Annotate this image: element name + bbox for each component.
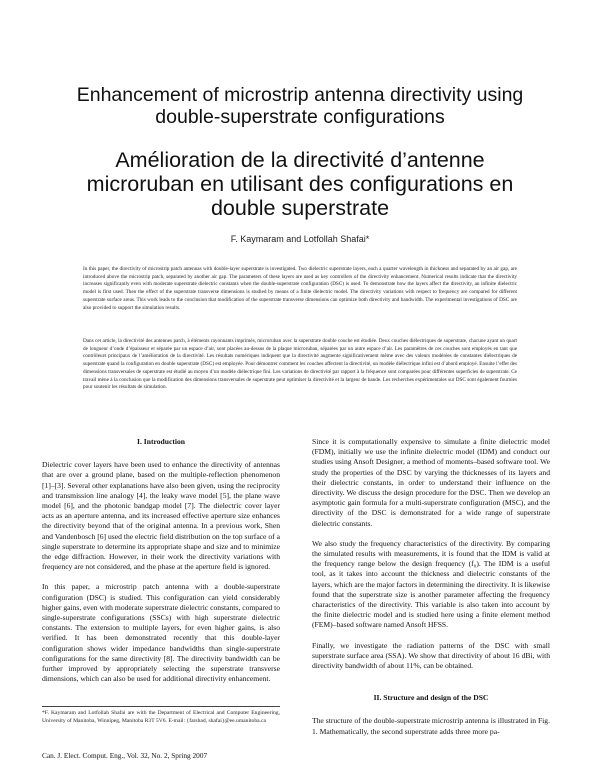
paragraph: Dielectric cover layers have been used to enhance the directivity of antennas that are over a ground plane, based on the multiple-reflection phenomenon [1]–[3]. Several other explanations have also been given, using the reciprocity and transmission line analogy [4], the leaky wave model [5], the plane wave model [6], and the photonic bandgap model [7]. The dielectric cover layer acts as an aperture antenna, and its increased effective aperture size enhances the directivity beyond that of the original antenna. In a previous work, Shen and Vandenbosch [6] used the electric field distribution on the top surface of a single superstrate to determine its appropriate shape and size and to minimize the edge diffraction. However, in their work the directivity variations with frequency are not considered, and the phase at the aperture field is ignored.: [42, 460, 280, 572]
footnote-text: *F. Kaymaram and Lotfollah Shafai are with the Department of Electrical and Computer Engineering, University of Manitoba, Winnipeg, Manitoba R3T 5V6. E-mail: {farshad, shafai}@ee.umanitoba.ca: [42, 710, 280, 724]
title-english: Enhancement of microstrip antenna directivity using double-superstrate configurations: [76, 84, 524, 128]
paragraph: Since it is computationally expensive to simulate a finite dielectric model (FDM), initially we use the infinite dielectric model (IDM) and conduct our studies using Ansoft Designer, a method of moments–based software tool. We study the properties of the DSC by varying the thicknesses of its layers and their dielectric constants, in order to understand their influence on the directivity. We discuss the design procedure for the DSC. Then we develop an asymptotic gain formula for a multi-superstrate configuration (MSC), and the directivity of the DSC is demonstrated for a wide range of superstrate dielectric constants.: [312, 437, 550, 528]
authors: F. Kaymaram and Lotfollah Shafai*: [230, 234, 370, 244]
journal-citation: Can. J. Elect. Comput. Eng., Vol. 32, No. 2, Spring 2007: [42, 751, 208, 760]
paragraph: The structure of the double-superstrate microstrip antenna is illustrated in Fig. 1. Mathematically, the second superstrate adds three more pa-: [312, 716, 550, 736]
title-french: Amélioration de la directivité d’antenne microruban en utilisant des configurations en double superstrate: [86, 148, 514, 220]
section-heading-structure: II. Structure and design of the DSC: [373, 693, 489, 703]
paragraph: We also study the frequency characteristics of the directivity. By comparing the simulated results with measurements, it is found that the IDM is valid at the frequency range below the design frequency (f₀). The IDM is a useful tool, as it takes into account the thickness and dielectric constants of the layers, which are the major factors in determining the directivity. It is likewise found that the superstrate size is another parameter affecting the frequency characteristics of the directivity. This variable is also taken into account by the finite dielectric model and is studied here using a finite element method (FEM)–based software named Ansoft HFSS.: [312, 538, 550, 630]
abstract-french: Dans cet article, la directivité des antennes patch, à éléments rayonnants imprimés, microruban avec la superstrate double couche est étudiée. Deux couches diélectriques de superstrate, chacune ayant un quart de longueur d’onde d’épaisseur et séparée par un espace d’air, sont placées au-dessus de la plaque microruban, séparées par un autre espace d’air. Les paramètres de ces couches sont employés en tant que contrôleurs principaux de l’amélioration de la directivité. Les résultats numériques indiquent que la directivité augmente significativement même avec des valeurs modérées de constantes diélectriques de superstrate quand la configuration en double superstrate (DSC) est employée. Pour démontrer comment les couches affectent la directivité, un modèle diélectrique infini est d’abord employé. Ensuite l’effet des dimensions transversales de superstrate est étudié au moyen d’un modèle diélectrique fini. Les variations de directivité par rapport à la fréquence sont comparées pour différentes superficies de superstrate. Ce travail mène à la conclusion que la modification des dimensions transversales de superstrate peut optimiser la directivité et la largeur de bande. Les recherches expérimentales sur DSC sont également fournies pour soutenir les résultats de simulation.: [83, 338, 517, 391]
section-heading-introduction: I. Introduction: [137, 437, 185, 446]
abstract-english: In this paper, the directivity of microstrip patch antennas with double-layer superstrate is investigated. Two dielectric superstrate layers, each a quarter wavelength in thickness and separated by an air gap, are introduced above the microstrip patch, separated by another air gap. The parameters of these layers are used as key controllers of the directivity enhancement. Numerical results indicate that the directivity increases significantly even with moderate superstrate dielectric constants when the double-superstrate configuration (DSC) is used. To demonstrate how the layers affect the directivity, an infinite dielectric model is first used. Then the effect of the superstrate transverse dimensions is studied by means of a finite dielectric model. The directivity variations with respect to frequency are compared for different superstrate surface areas. This work leads to the conclusion that modification of the superstrate transverse dimensions can optimize both directivity and bandwidth. The experimental investigations of DSC are also provided to support the simulation results.: [83, 266, 517, 311]
right-column: [312, 437, 550, 747]
paragraph: In this paper, a microstrip patch antenna with a double-superstrate configuration (DSC) is studied. This configuration can yield considerably higher gains, even with moderate superstrate dielectric constants, compared to single-superstrate configurations (SSCs) with high superstrate dielectric constants. The extension to multiple layers, for even higher gains, is also verified. It has been demonstrated recently that this double-layer configuration shows wider impedance bandwidths than single-superstrate configurations for the same directivity [8]. The directivity bandwidth can be further improved by appropriately selecting the superstrate transverse dimensions, which can also be used for additional directivity enhancement.: [42, 582, 280, 684]
paragraph: Finally, we investigate the radiation patterns of the DSC with small superstrate surface area (SSA). We show that directivity of about 16 dBi, with directivity bandwidth of about 11%, can be obtained.: [312, 640, 550, 671]
left-column: [42, 437, 280, 732]
author-footnote: [42, 706, 280, 725]
